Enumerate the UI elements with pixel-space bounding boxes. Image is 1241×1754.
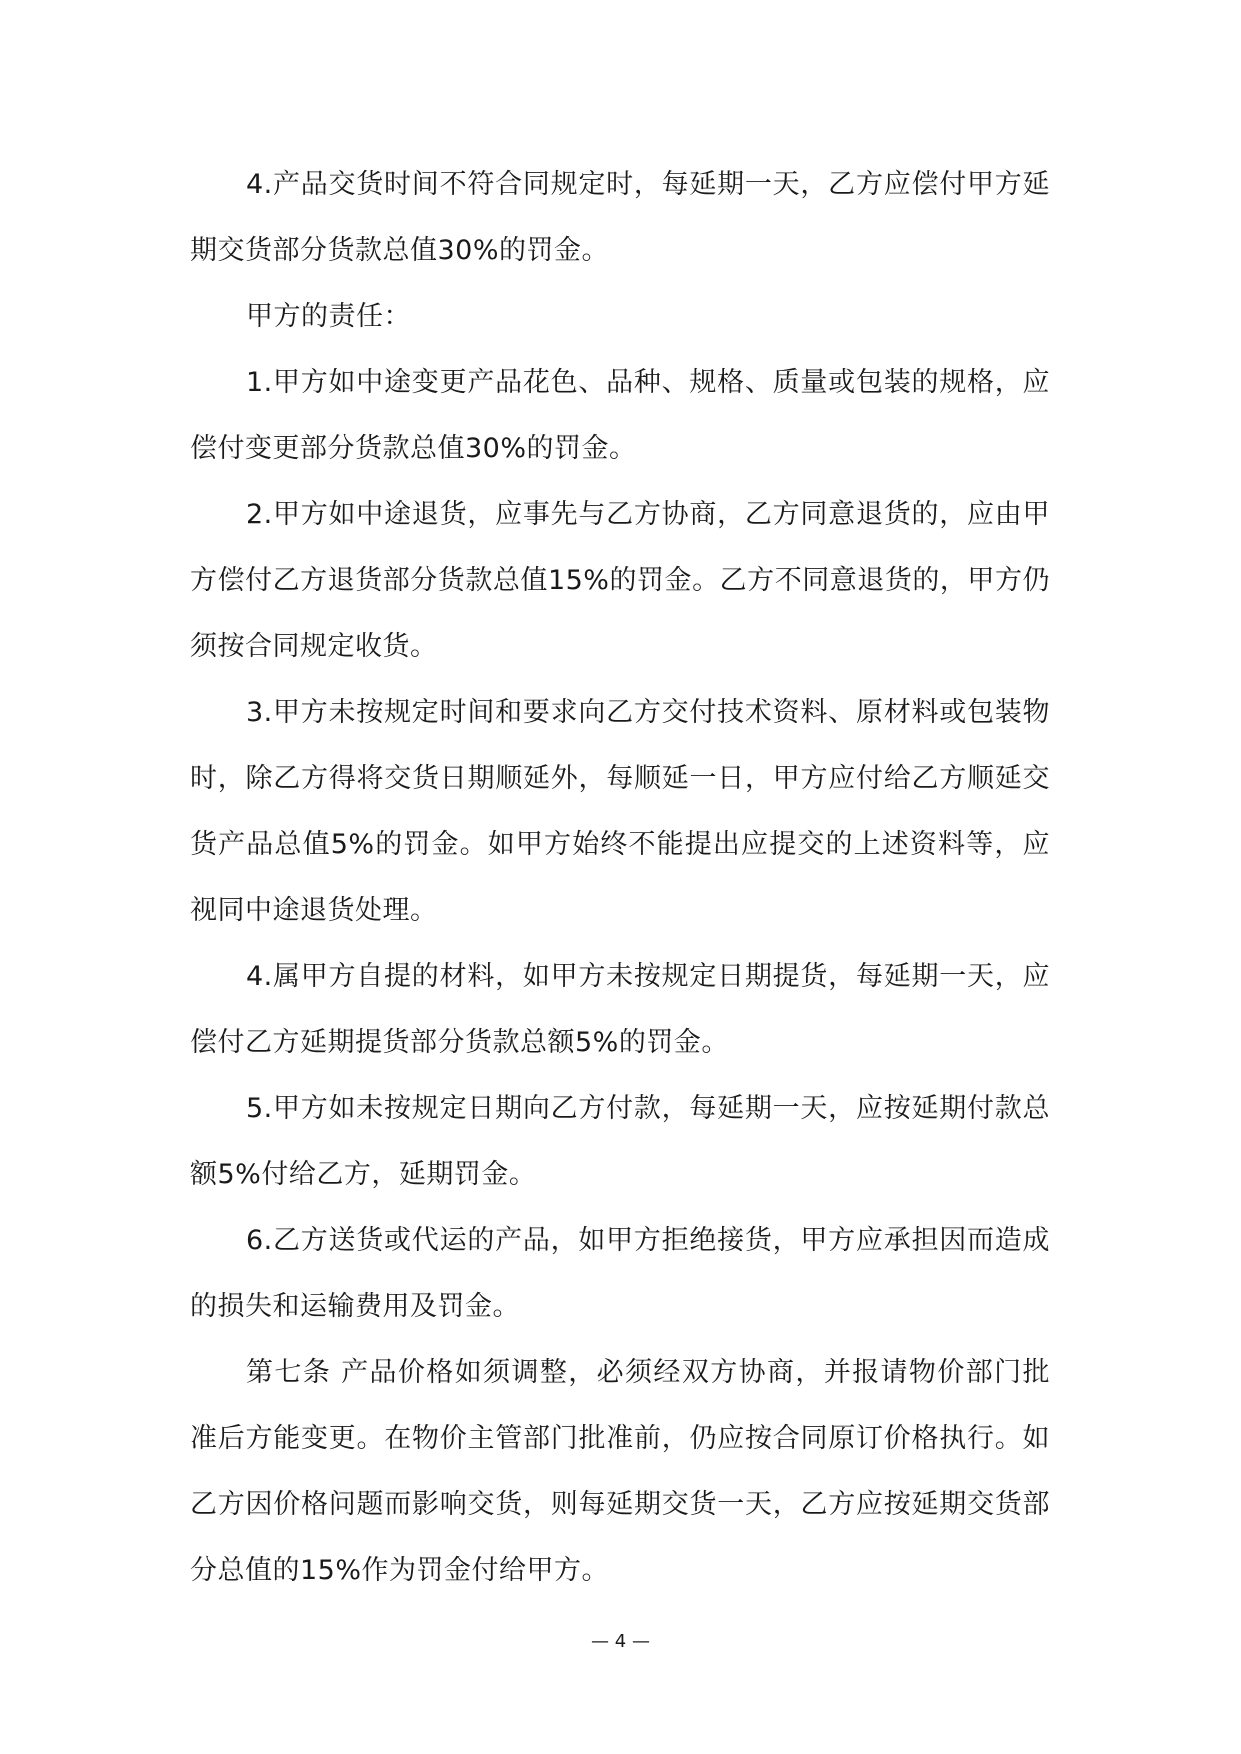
- clause-paragraph: 2.甲方如中途退货，应事先与乙方协商，乙方同意退货的，应由甲方偿付乙方退货部分货款总值15%的罚金。乙方不同意退货的，甲方仍须按合同规定收货。: [190, 499, 1050, 662]
- contract-body: [190, 152, 1050, 1604]
- clause-paragraph: 1.甲方如中途变更产品花色、品种、规格、质量或包装的规格，应偿付变更部分货款总值30%的罚金。: [190, 367, 1050, 464]
- clause-paragraph: 3.甲方未按规定时间和要求向乙方交付技术资料、原材料或包装物时，除乙方得将交货日期顺延外，每顺延一日，甲方应付给乙方顺延交货产品总值5%的罚金。如甲方始终不能提出应提交的上述资料等，应视同中途退货处理。: [190, 697, 1050, 926]
- page-number: — 4 —: [591, 1631, 650, 1652]
- clause-paragraph: 4.产品交货时间不符合同规定时，每延期一天，乙方应偿付甲方延期交货部分货款总值30%的罚金。: [190, 169, 1050, 266]
- article-seven-paragraph: 第七条 产品价格如须调整，必须经双方协商，并报请物价部门批准后方能变更。在物价主管部门批准前，仍应按合同原订价格执行。如乙方因价格问题而影响交货，则每延期交货一天，乙方应按延期交货部分总值的15%作为罚金付给甲方。: [190, 1357, 1050, 1586]
- clause-paragraph: 5.甲方如未按规定日期向乙方付款，每延期一天，应按延期付款总额5%付给乙方，延期罚金。: [190, 1093, 1050, 1190]
- clause-paragraph: 4.属甲方自提的材料，如甲方未按规定日期提货，每延期一天，应偿付乙方延期提货部分货款总额5%的罚金。: [190, 961, 1050, 1058]
- clause-paragraph: 6.乙方送货或代运的产品，如甲方拒绝接货，甲方应承担因而造成的损失和运输费用及罚金。: [190, 1225, 1050, 1322]
- section-heading-party-a-responsibility: 甲方的责任：: [246, 301, 411, 332]
